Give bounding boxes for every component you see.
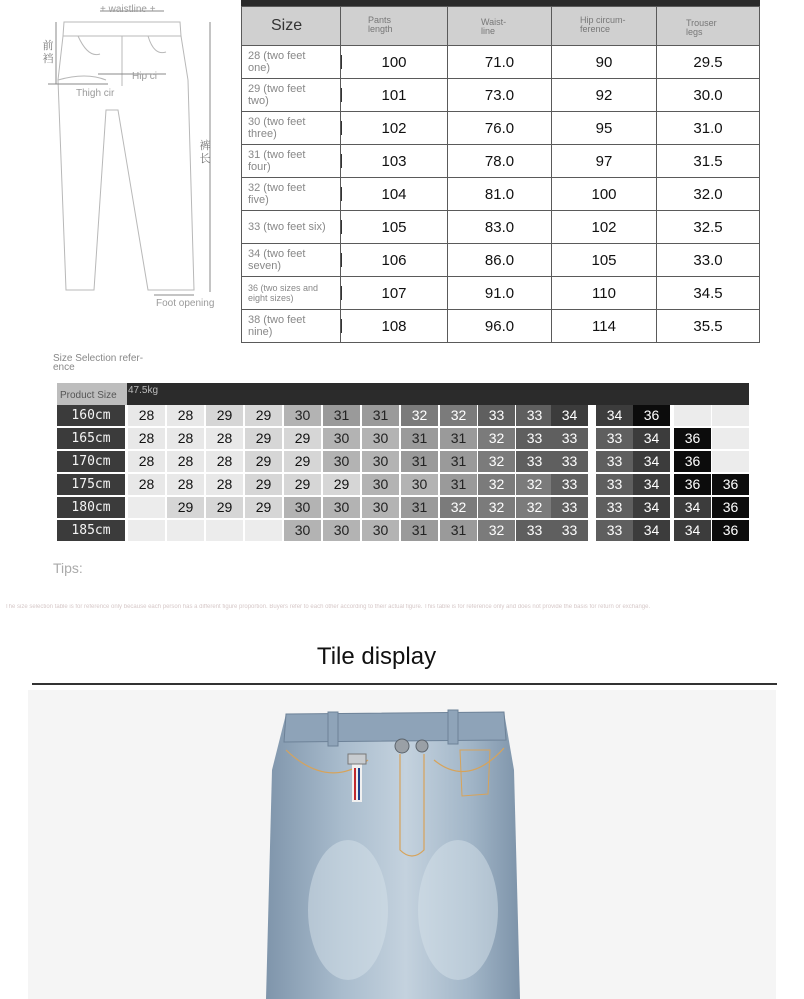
size-cell: 32 [440, 405, 477, 426]
pants-length: 107 [381, 284, 407, 302]
size-cell: 32 [440, 497, 477, 518]
size-cell: 34 [596, 405, 633, 426]
size-cell: 29 [206, 405, 243, 426]
size-cell: 34 [551, 405, 588, 426]
size-table-cell [340, 79, 448, 112]
waist-header-text: Waist- line [481, 17, 507, 36]
waistline: 83.0 [484, 218, 515, 236]
size-label: 28 (two feet one) [248, 50, 306, 74]
hip-circumference: 97 [595, 152, 613, 170]
trouser-legs: 32.5 [693, 218, 723, 236]
pants-diagram [38, 0, 238, 320]
size-label: 30 (two feet three) [248, 116, 306, 140]
hip-circumference: 105 [591, 251, 617, 269]
size-cell: 33 [551, 474, 588, 495]
size-cell: 30 [401, 474, 438, 495]
tips-text: The size selection table is for reference only because each person has a different figure proportion. Buyers refer to each other according to their actual figure. This table is for reference only and does not provide the basis for return or exchange. [5, 604, 651, 610]
height-label: 160cm [57, 405, 125, 426]
size-table-cell [656, 277, 760, 310]
size-cell: 28 [167, 428, 204, 449]
height-label: 175cm [57, 474, 125, 495]
size-cell: 32 [478, 497, 515, 518]
size-table-cell [551, 79, 657, 112]
size-cell: 34 [674, 520, 711, 541]
size-table-cell [447, 277, 552, 310]
size-table-cell [241, 244, 341, 277]
size-cell: 32 [478, 520, 515, 541]
trouser-legs: 30.0 [693, 86, 723, 104]
size-cell: 31 [323, 405, 360, 426]
size-table-cell [340, 277, 448, 310]
size-cell: 36 [712, 520, 749, 541]
size-cell: 34 [674, 497, 711, 518]
rise-label: 前裆 [42, 40, 54, 65]
length-header-text: Pants length [368, 15, 393, 34]
size-cell: 34 [633, 451, 670, 472]
size-table [241, 0, 760, 344]
size-cell: 28 [206, 474, 243, 495]
legs-header-text: Trouser legs [686, 18, 717, 37]
size-header [241, 6, 341, 46]
waist-header [447, 6, 552, 46]
size-label: 33 (two feet six) [248, 221, 326, 233]
size-table-cell [241, 145, 341, 178]
size-cell: 31 [401, 451, 438, 472]
size-table-cell [340, 112, 448, 145]
size-table-cell [241, 112, 341, 145]
size-table-cell [340, 46, 448, 79]
size-cell: 30 [323, 451, 360, 472]
size-table-cell [241, 79, 341, 112]
size-cell: 33 [478, 405, 515, 426]
size-cell: 28 [167, 474, 204, 495]
size-cell: 36 [674, 474, 711, 495]
foot-opening-label: Foot opening [156, 298, 215, 309]
jeans-photo [28, 690, 776, 999]
waistline: 71.0 [484, 53, 515, 71]
size-table-cell [447, 79, 552, 112]
waistline: 78.0 [484, 152, 515, 170]
tile-divider [32, 683, 777, 685]
size-table-cell [551, 277, 657, 310]
size-table-cell [340, 310, 448, 343]
size-table-cell [551, 244, 657, 277]
size-cell [712, 405, 749, 426]
size-cell: 32 [516, 474, 553, 495]
size-cell: 29 [323, 474, 360, 495]
size-table-cell [656, 46, 760, 79]
size-cell: 33 [596, 497, 633, 518]
tips-label: Tips: [53, 560, 83, 576]
size-table-cell [656, 112, 760, 145]
size-cell: 28 [128, 451, 165, 472]
size-label: 32 (two feet five) [248, 182, 306, 206]
size-cell: 29 [245, 497, 282, 518]
weight-label: 47.5kg [128, 385, 159, 396]
waistline-label: + waistline + [100, 4, 156, 15]
size-table-cell [447, 178, 552, 211]
tile-display-title: Tile display [316, 643, 437, 670]
size-cell [206, 520, 243, 541]
size-table-cell [551, 112, 657, 145]
size-table-cell [241, 46, 341, 79]
selection-title: Size Selection refer- ence [53, 353, 144, 373]
size-table-cell [241, 277, 341, 310]
size-cell: 33 [516, 451, 553, 472]
size-table-cell [656, 145, 760, 178]
waistline: 73.0 [484, 86, 515, 104]
height-label: 185cm [57, 520, 125, 541]
hip-circumference: 114 [592, 317, 616, 335]
size-table-cell [656, 244, 760, 277]
trouser-legs: 35.5 [693, 317, 723, 335]
size-cell: 29 [245, 405, 282, 426]
size-table-cell [340, 244, 448, 277]
size-cell: 33 [516, 428, 553, 449]
pants-length: 108 [381, 317, 407, 335]
size-cell: 28 [128, 428, 165, 449]
size-cell: 31 [401, 497, 438, 518]
hip-circumference: 100 [591, 185, 617, 203]
size-cell: 32 [478, 474, 515, 495]
size-cell: 28 [167, 451, 204, 472]
trouser-legs: 29.5 [693, 53, 723, 71]
size-cell: 29 [245, 474, 282, 495]
size-cell [167, 520, 204, 541]
size-table-cell [656, 178, 760, 211]
length-label: 裤长 [199, 140, 211, 165]
size-cell: 31 [440, 451, 477, 472]
size-cell: 29 [206, 497, 243, 518]
thigh-label: Thigh cir [76, 88, 115, 99]
trouser-legs: 33.0 [693, 251, 723, 269]
size-cell: 32 [516, 497, 553, 518]
size-table-cell [447, 112, 552, 145]
size-cell: 30 [323, 428, 360, 449]
size-cell: 34 [633, 497, 670, 518]
hip-circumference: 102 [591, 218, 617, 236]
hip-header [551, 6, 657, 46]
size-table-cell [447, 244, 552, 277]
size-label: 29 (two feet two) [248, 83, 306, 107]
size-cell: 32 [478, 451, 515, 472]
size-cell: 33 [596, 520, 633, 541]
pants-length: 103 [381, 152, 407, 170]
size-cell [128, 520, 165, 541]
size-cell: 28 [167, 405, 204, 426]
size-cell: 28 [206, 451, 243, 472]
height-label: 170cm [57, 451, 125, 472]
size-table-cell [241, 310, 341, 343]
height-label: 180cm [57, 497, 125, 518]
size-cell: 31 [440, 474, 477, 495]
pants-length: 106 [381, 251, 407, 269]
pants-length: 101 [381, 86, 407, 104]
size-cell: 28 [206, 428, 243, 449]
size-cell: 36 [674, 451, 711, 472]
size-cell: 33 [551, 451, 588, 472]
trouser-legs: 32.0 [693, 185, 723, 203]
size-cell: 29 [245, 428, 282, 449]
selection-header [57, 383, 749, 405]
size-cell: 33 [551, 428, 588, 449]
size-cell: 31 [401, 428, 438, 449]
size-cell: 33 [551, 497, 588, 518]
size-cell: 33 [551, 520, 588, 541]
pants-length: 100 [381, 53, 407, 71]
size-table-cell [340, 145, 448, 178]
size-cell: 30 [362, 474, 399, 495]
size-table-cell [551, 46, 657, 79]
size-label: 34 (two feet seven) [248, 248, 306, 272]
size-cell: 29 [284, 428, 321, 449]
size-cell: 30 [362, 520, 399, 541]
pants-length: 104 [381, 185, 407, 203]
pants-length: 105 [381, 218, 407, 236]
product-size-label: Product Size [57, 383, 127, 405]
size-cell: 31 [440, 520, 477, 541]
size-table-cell [656, 79, 760, 112]
size-cell: 36 [674, 428, 711, 449]
size-cell: 30 [362, 497, 399, 518]
size-cell: 29 [284, 451, 321, 472]
hip-circumference: 95 [595, 119, 613, 137]
size-table-cell [447, 211, 552, 244]
size-cell: 28 [128, 405, 165, 426]
size-cell [674, 405, 711, 426]
size-cell: 33 [596, 428, 633, 449]
size-cell: 30 [284, 497, 321, 518]
size-table-cell [241, 178, 341, 211]
size-table-cell [447, 310, 552, 343]
size-label: 31 (two feet four) [248, 149, 306, 173]
size-cell: 30 [284, 405, 321, 426]
size-table-cell [241, 211, 341, 244]
length-header [340, 6, 448, 46]
legs-header [656, 6, 760, 46]
size-cell: 30 [323, 520, 360, 541]
size-cell: 36 [712, 497, 749, 518]
size-table-cell [551, 145, 657, 178]
trouser-legs: 31.0 [693, 119, 723, 137]
size-table-cell [551, 211, 657, 244]
size-cell: 29 [167, 497, 204, 518]
size-cell: 32 [401, 405, 438, 426]
trouser-legs: 31.5 [693, 152, 723, 170]
size-table-cell [551, 310, 657, 343]
size-cell [245, 520, 282, 541]
size-table-cell [551, 178, 657, 211]
waistline: 81.0 [484, 185, 515, 203]
size-cell: 34 [633, 474, 670, 495]
jeans-illustration [28, 690, 776, 999]
size-cell [128, 497, 165, 518]
waistline: 96.0 [484, 317, 515, 335]
size-cell: 33 [596, 451, 633, 472]
size-cell: 29 [284, 474, 321, 495]
trouser-legs: 34.5 [693, 284, 723, 302]
size-cell: 31 [401, 520, 438, 541]
size-cell: 29 [245, 451, 282, 472]
hip-circumference: 92 [595, 86, 613, 104]
size-cell: 33 [596, 474, 633, 495]
hip-circumference: 90 [595, 53, 613, 71]
size-label: 38 (two feet nine) [248, 314, 306, 338]
size-cell [712, 428, 749, 449]
size-table-cell [340, 178, 448, 211]
size-table-cell [447, 46, 552, 79]
size-label: 36 (two sizes and eight sizes) [248, 283, 319, 303]
waistline: 91.0 [484, 284, 515, 302]
size-table-cell [340, 211, 448, 244]
waistline: 76.0 [484, 119, 515, 137]
size-table-cell [447, 145, 552, 178]
size-cell: 30 [284, 520, 321, 541]
height-label: 165cm [57, 428, 125, 449]
size-cell: 31 [440, 428, 477, 449]
size-cell: 32 [478, 428, 515, 449]
size-cell: 33 [516, 405, 553, 426]
size-cell: 30 [362, 428, 399, 449]
size-table-cell [656, 310, 760, 343]
size-cell: 28 [128, 474, 165, 495]
size-cell: 36 [712, 474, 749, 495]
hip-header-text: Hip circum- ference [580, 15, 626, 34]
hip-circumference: 110 [592, 284, 616, 302]
size-cell: 34 [633, 428, 670, 449]
hip-label: Hip ci [132, 71, 158, 82]
size-cell: 30 [323, 497, 360, 518]
size-cell: 34 [633, 520, 670, 541]
size-cell [712, 451, 749, 472]
size-cell: 33 [516, 520, 553, 541]
size-header-text: Size [271, 17, 303, 34]
waistline: 86.0 [484, 251, 515, 269]
size-cell: 30 [362, 451, 399, 472]
size-cell: 36 [633, 405, 670, 426]
size-cell: 31 [362, 405, 399, 426]
size-table-cell [656, 211, 760, 244]
pants-length: 102 [381, 119, 407, 137]
